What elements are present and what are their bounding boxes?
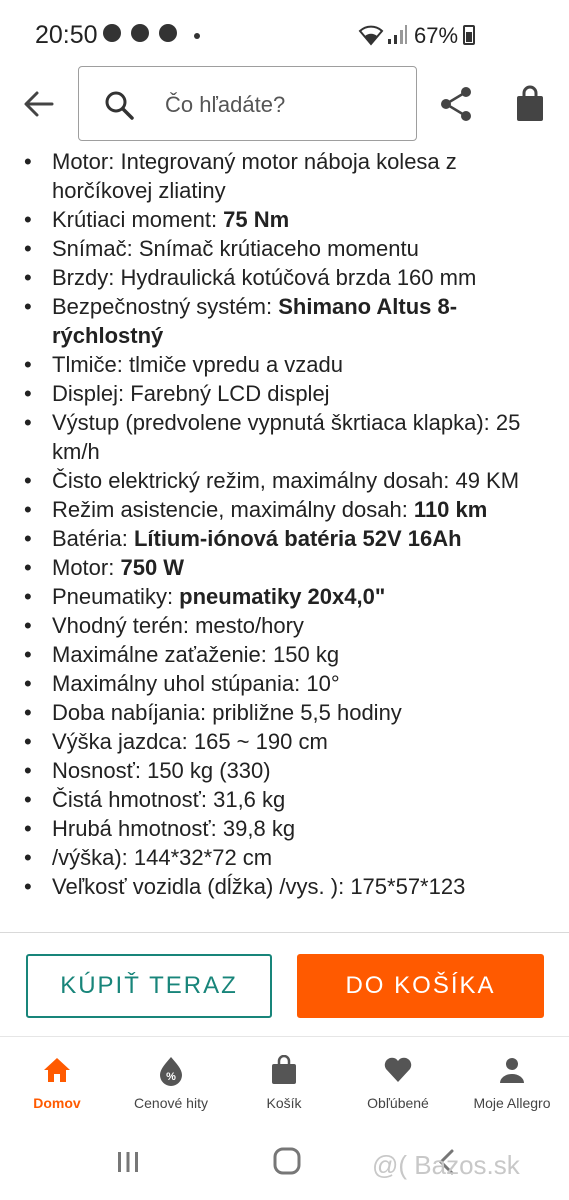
spec-label: Pneumatiky: xyxy=(52,584,180,609)
spec-value: 25 km/h xyxy=(52,410,521,464)
spec-label: Hrubá hmotnosť: xyxy=(52,816,223,841)
watermark: @( Bazos.sk xyxy=(372,1150,520,1180)
spec-item xyxy=(0,379,569,408)
spec-item xyxy=(0,147,569,205)
account-status-icon xyxy=(103,24,121,42)
facebook-status-icon xyxy=(159,24,177,42)
svg-text:%: % xyxy=(166,1071,176,1083)
product-description xyxy=(0,147,569,932)
nav-item-cart[interactable] xyxy=(244,1037,324,1129)
spec-item xyxy=(0,582,569,611)
add-to-cart-button[interactable]: DO KOŠÍKA xyxy=(297,954,544,1018)
nav-item-price-hits[interactable] xyxy=(118,1037,224,1129)
spec-value: Integrovaný motor náboja kolesa z horčíkovej zliatiny xyxy=(52,149,457,203)
app-header xyxy=(0,65,569,147)
search-icon xyxy=(103,89,135,121)
nav-item-my-allegro[interactable] xyxy=(460,1037,564,1129)
spec-label: Brzdy: xyxy=(52,265,121,290)
spec-value: pneumatiky 20x4,0" xyxy=(179,584,386,609)
spec-label: Maximálny uhol stúpania: xyxy=(52,671,307,696)
spec-label: Čisto elektrický režim, maximálny dosah: xyxy=(52,468,456,493)
spec-value: Lítium-iónová batéria 52V 16Ah xyxy=(133,526,462,551)
spec-item xyxy=(0,611,569,640)
spec-label: /výška): xyxy=(52,845,134,870)
spec-item xyxy=(0,350,569,379)
nav-item-favorites[interactable] xyxy=(352,1037,444,1129)
signal-icon xyxy=(386,24,408,46)
spec-item xyxy=(0,524,569,553)
spec-item xyxy=(0,553,569,582)
spec-value: 150 kg (330) xyxy=(147,758,271,783)
spec-item xyxy=(0,872,569,901)
spec-label: Nosnosť: xyxy=(52,758,148,783)
spec-value: 31,6 kg xyxy=(213,787,286,812)
spec-value: 750 W xyxy=(120,555,185,580)
nav-label-cart: Košík xyxy=(266,1095,302,1111)
spec-value: tlmiče vpredu a vzadu xyxy=(129,352,343,377)
spec-label: Tlmiče: xyxy=(52,352,129,377)
nav-label-home: Domov xyxy=(33,1095,81,1111)
search-bar[interactable] xyxy=(78,66,417,141)
spec-value: 110 km xyxy=(413,497,488,522)
spec-item xyxy=(0,205,569,234)
spec-label: Snímač: xyxy=(52,236,139,261)
spec-label: Vhodný terén: xyxy=(52,613,196,638)
spec-value: mesto/hory xyxy=(195,613,304,638)
price-tag-icon xyxy=(156,1055,186,1087)
spec-label: Motor: xyxy=(52,555,121,580)
spec-item xyxy=(0,698,569,727)
spec-value: 175*57*123 xyxy=(350,874,466,899)
spec-value: 49 KM xyxy=(455,468,520,493)
spec-label: Motor: xyxy=(52,149,121,174)
heart-icon xyxy=(383,1055,413,1085)
spec-label: Režim asistencie, maximálny dosah: xyxy=(52,497,414,522)
spec-value: 165 ~ 190 cm xyxy=(193,729,328,754)
spec-label: Výška jazdca: xyxy=(52,729,194,754)
battery-level: 67% xyxy=(414,23,459,48)
spec-value: 39,8 kg xyxy=(222,816,296,841)
spec-item xyxy=(0,408,569,466)
spec-item xyxy=(0,669,569,698)
spec-label: Maximálne zaťaženie: xyxy=(52,642,274,667)
spec-value: Shimano Altus 8-rýchlostný xyxy=(52,294,458,348)
spec-value: 10° xyxy=(306,671,340,696)
notification-dot-icon xyxy=(194,33,200,39)
spec-item xyxy=(0,292,569,350)
cart-bag-icon xyxy=(269,1055,299,1085)
spec-label: Batéria: xyxy=(52,526,134,551)
spec-item xyxy=(0,814,569,843)
nav-item-home[interactable] xyxy=(14,1037,100,1129)
spec-item xyxy=(0,785,569,814)
home-system-icon[interactable] xyxy=(273,1147,301,1175)
spec-value: Hydraulická kotúčová brzda 160 mm xyxy=(120,265,477,290)
nav-label-my-allegro: Moje Allegro xyxy=(473,1095,551,1111)
back-arrow-icon[interactable] xyxy=(22,87,56,121)
search-input[interactable] xyxy=(165,87,395,123)
spec-value: 75 Nm xyxy=(223,207,290,232)
spec-label: Bezpečnostný systém: xyxy=(52,294,279,319)
spec-list xyxy=(0,147,569,901)
spec-value: 144*32*72 cm xyxy=(133,845,273,870)
buy-now-button[interactable]: KÚPIŤ TERAZ xyxy=(26,954,272,1018)
status-bar xyxy=(0,0,569,70)
nav-label-favorites: Obľúbené xyxy=(367,1095,429,1111)
recent-apps-icon[interactable] xyxy=(116,1150,140,1174)
spec-item xyxy=(0,263,569,292)
spec-item xyxy=(0,727,569,756)
spec-item xyxy=(0,466,569,495)
spec-item xyxy=(0,234,569,263)
spec-label: Výstup (predvolene vypnutá škrtiaca klapka): xyxy=(52,410,496,435)
spec-label: Čistá hmotnosť: xyxy=(52,787,214,812)
spec-value: Farebný LCD displej xyxy=(130,381,330,406)
spec-item xyxy=(0,495,569,524)
spec-value: približne 5,5 hodiny xyxy=(212,700,402,725)
spec-label: Doba nabíjania: xyxy=(52,700,213,725)
battery-icon xyxy=(463,25,475,45)
shopping-bag-icon[interactable] xyxy=(514,85,546,123)
divider xyxy=(0,932,569,933)
spec-label: Veľkosť vozidla (dĺžka) /vys. ): xyxy=(52,874,351,899)
spec-label: Krútiaci moment: xyxy=(52,207,224,232)
spec-item xyxy=(0,640,569,669)
nav-label-price-hits: Cenové hity xyxy=(134,1095,208,1111)
spec-value: 150 kg xyxy=(273,642,340,667)
spec-label: Displej: xyxy=(52,381,131,406)
wifi-icon xyxy=(358,24,384,46)
bottom-navigation xyxy=(0,1036,569,1128)
spec-value: Snímač krútiaceho momentu xyxy=(138,236,419,261)
spec-item xyxy=(0,756,569,785)
user-icon xyxy=(497,1055,527,1085)
facebook-status-icon xyxy=(131,24,149,42)
share-icon[interactable] xyxy=(438,85,474,123)
spec-item xyxy=(0,843,569,872)
home-icon xyxy=(42,1055,72,1085)
status-time: 20:50 xyxy=(35,21,98,49)
